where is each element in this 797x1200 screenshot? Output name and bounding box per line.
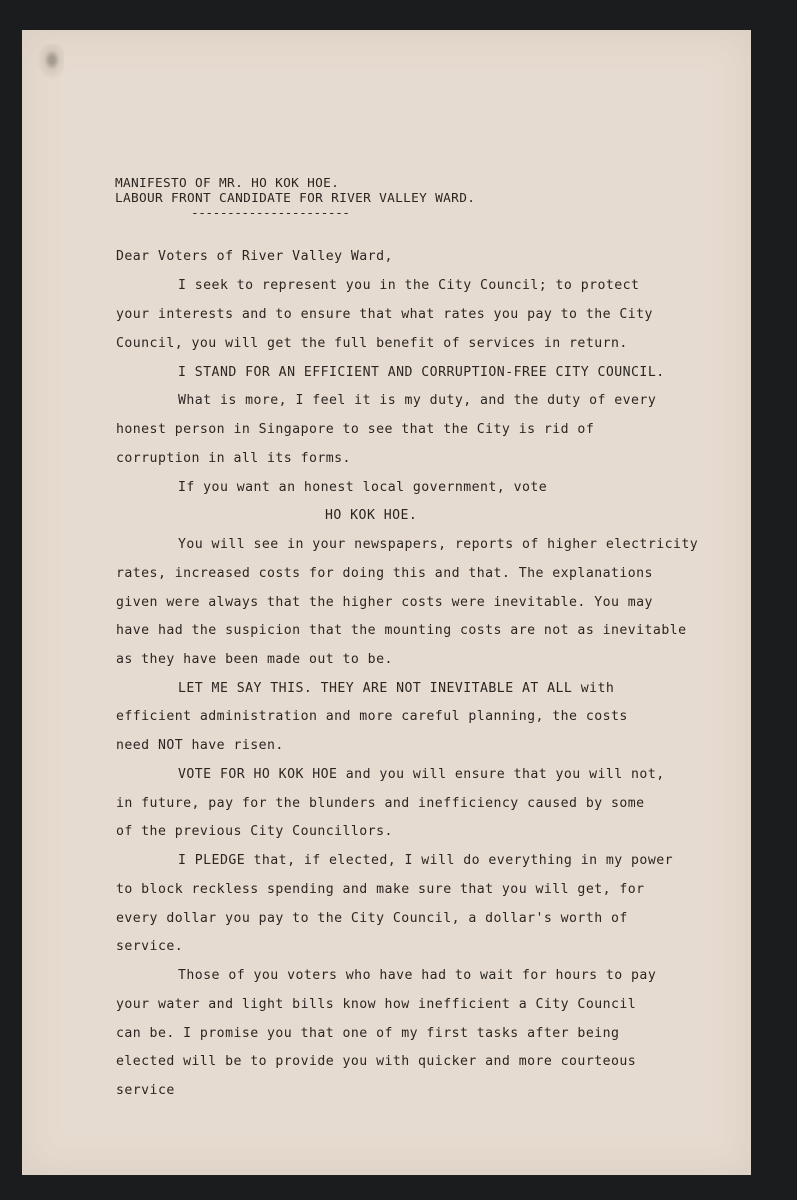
body-line: to block reckless spending and make sure that you will get, for [116, 882, 645, 897]
body-line: VOTE FOR HO KOK HOE and you will ensure that you will not, [178, 767, 665, 782]
body-line: every dollar you pay to the City Council, a dollar's worth of [116, 911, 628, 926]
body-line: corruption in all its forms. [116, 451, 351, 466]
body-line: What is more, I feel it is my duty, and the duty of every [178, 393, 657, 408]
manifesto-document [22, 30, 751, 1175]
body-line: LET ME SAY THIS. THEY ARE NOT INEVITABLE AT ALL with [178, 681, 615, 696]
body-line: You will see in your newspapers, reports of higher electricity [178, 537, 699, 552]
body-line: your interests and to ensure that what rates you pay to the City [116, 307, 653, 322]
body-line: rates, increased costs for doing this and that. The explanations [116, 566, 653, 581]
body-line: your water and light bills know how inefficient a City Council [116, 997, 637, 1012]
body-line: I STAND FOR AN EFFICIENT AND CORRUPTION-FREE CITY COUNCIL. [178, 365, 665, 380]
body-line: given were always that the higher costs were inevitable. You may [116, 595, 653, 610]
body-line: can be. I promise you that one of my first tasks after being [116, 1026, 620, 1041]
body-line: efficient administration and more careful planning, the costs [116, 709, 628, 724]
body-line: as they have been made out to be. [116, 652, 393, 667]
body-line: elected will be to provide you with quicker and more courteous [116, 1054, 637, 1069]
body-line: I PLEDGE that, if elected, I will do everything in my power [178, 853, 673, 868]
body-line: Council, you will get the full benefit of services in return. [116, 336, 628, 351]
body-line: If you want an honest local government, vote [178, 480, 548, 495]
heading-line-1: MANIFESTO OF MR. HO KOK HOE. [115, 176, 340, 191]
candidate-name-line: HO KOK HOE. [325, 508, 418, 523]
body-line: service [116, 1083, 175, 1098]
document-page [22, 30, 751, 1175]
heading-underline: ---------------------- [191, 206, 350, 221]
body-line: Those of you voters who have had to wait for hours to pay [178, 968, 657, 983]
body-line: in future, pay for the blunders and inefficiency caused by some [116, 796, 645, 811]
heading-line-2: LABOUR FRONT CANDIDATE FOR RIVER VALLEY WARD. [115, 191, 476, 206]
body-line: service. [116, 939, 184, 954]
salutation: Dear Voters of River Valley Ward, [116, 249, 393, 264]
body-line: honest person in Singapore to see that the City is rid of [116, 422, 595, 437]
body-line: I seek to represent you in the City Council; to protect [178, 278, 640, 293]
body-line: of the previous City Councillors. [116, 824, 393, 839]
body-line: have had the suspicion that the mounting costs are not as inevitable [116, 623, 687, 638]
body-line: need NOT have risen. [116, 738, 284, 753]
